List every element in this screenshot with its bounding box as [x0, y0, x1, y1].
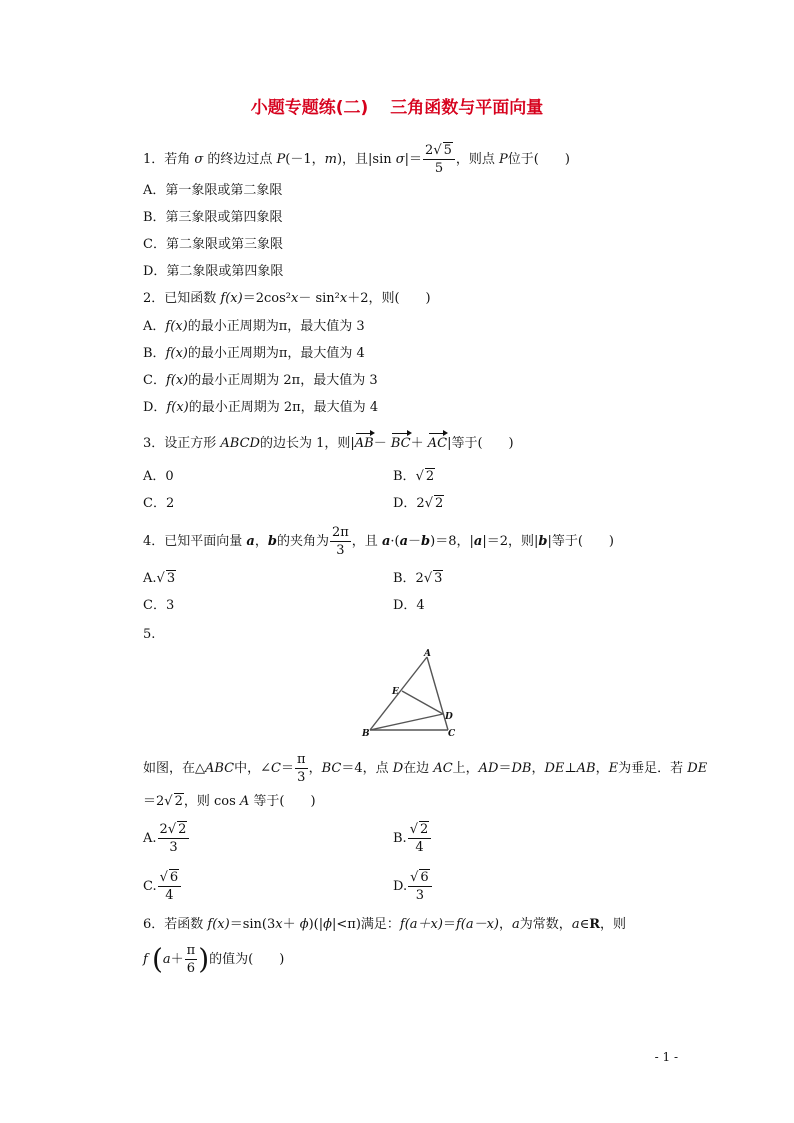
q5-line-1: 如图，在△ABC中，∠C＝ $\frac{\pi}{3}$ ，BC＝4，点 D在边 AC上，AD＝DB，DE⊥AB，E为垂足．若 DE	[143, 752, 708, 785]
q4-fraction: $\frac{2\pi}{3}$	[331, 525, 349, 558]
q4-option-d: D．4	[393, 598, 425, 613]
question-6: 6．若函数 f(x)＝sin(3x＋ ϕ)(|ϕ|<π)满足：f(a＋x)＝f(a－x)，a为常数，a∈R，则	[143, 917, 627, 932]
q1-option-c: C．第二象限或第三象限	[143, 237, 283, 252]
q5-fraction: $\frac{\pi}{3}$	[297, 752, 306, 785]
q5-option-b: B. $\frac{√ 2}{4}$	[393, 823, 432, 854]
q5-option-a: A. $\frac{2√ 2}{3}$	[143, 823, 190, 854]
question-5-number: 5.	[143, 627, 156, 642]
label-b: B	[362, 729, 370, 739]
q3-option-a: A．0	[143, 469, 174, 484]
q6-line-2: f (a＋ $\frac{\pi}{6}$ )的值为( )	[143, 942, 285, 976]
q4-option-c: C．3	[143, 598, 175, 613]
question-4: 4．已知平面向量 a，b的夹角为 $\frac{2\pi}{3}$ ，且 a·(a－b)＝8，|a|＝2，则|b|等于( )	[143, 525, 614, 558]
q5-option-d: D. $\frac{√ 6}{3}$	[393, 871, 433, 902]
vector-bc: BC	[390, 436, 411, 451]
page-title	[0, 100, 794, 117]
segment-de	[402, 691, 443, 714]
title-part1: 小题专题练(二)	[250, 98, 369, 118]
q4-option-b: B．2√ 3	[393, 571, 443, 586]
page-number: - 1 -	[654, 1050, 678, 1064]
q2-option-c: C．f(x)的最小正周期为 2π，最大值为 3	[143, 373, 378, 388]
question-2: 2．已知函数 f(x)＝2cos²x－ sin²x＋2，则( )	[143, 291, 431, 306]
q1-option-a: A．第一象限或第二象限	[143, 183, 283, 198]
q6-fraction: $\frac{\pi}{6}$	[186, 943, 196, 976]
question-3: 3．设正方形 ABCD的边长为 1，则|AB－ BC＋ AC|等于( )	[143, 436, 514, 451]
q2-option-a: A．f(x)的最小正周期为π，最大值为 3	[143, 319, 365, 334]
q2-option-d: D．f(x)的最小正周期为 2π，最大值为 4	[143, 400, 379, 415]
q4-option-a: A.√ 3	[143, 571, 176, 586]
vector-ab: AB	[354, 436, 374, 451]
q5-option-c: C. $\frac{√ 6}{4}$	[143, 871, 182, 902]
q2-option-b: B．f(x)的最小正周期为π，最大值为 4	[143, 346, 365, 361]
vector-ac: AC	[427, 436, 448, 451]
q3-option-b: B．√ 2	[393, 469, 435, 484]
q1-option-d: D．第二象限或第四象限	[143, 264, 284, 279]
label-a: A	[424, 649, 431, 659]
title-part2: 三角函数与平面向量	[390, 98, 544, 118]
label-c: C	[448, 729, 456, 739]
label-d: D	[445, 712, 453, 722]
q3-option-d: D．2√ 2	[393, 496, 444, 511]
q3-option-c: C．2	[143, 496, 175, 511]
q1-fraction: $\frac{2√ 5}{5}$	[423, 144, 455, 175]
triangle-figure	[360, 648, 480, 743]
q5-line-2: ＝2√ 2，则 cos A 等于( )	[143, 794, 316, 809]
label-e: E	[392, 687, 399, 697]
q1-option-b: B．第三象限或第四象限	[143, 210, 283, 225]
question-1: 1．若角 σ 的终边过点 P(－1，m)，且|sin σ|＝ $\frac{2√ 5}{5}$ ，则点 P位于( )	[143, 143, 570, 176]
